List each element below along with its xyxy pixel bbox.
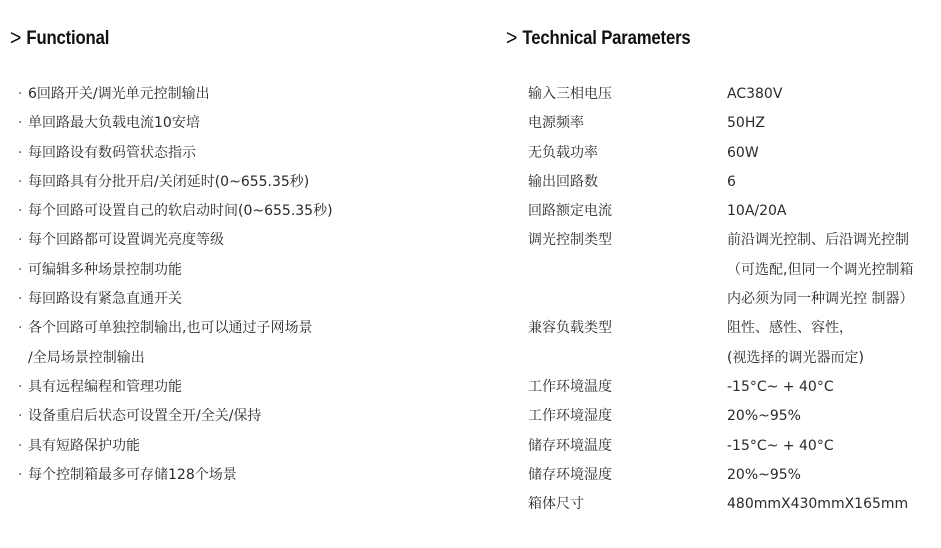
feature-text: 各个回路可单独控制输出,也可以通过子网场景 — [28, 320, 313, 337]
param-value: 60W — [727, 144, 759, 161]
param-label: 工作环境湿度 — [528, 408, 612, 425]
feature-item — [18, 139, 333, 168]
param-label: 无负载功率 — [528, 144, 598, 161]
feature-item — [18, 256, 333, 285]
technical-section-title — [506, 24, 691, 50]
param-label: 回路额定电流 — [528, 203, 612, 220]
param-value: 10A/20A — [727, 203, 787, 220]
bullet-icon: · — [18, 86, 23, 102]
feature-item — [18, 109, 333, 138]
feature-text: 每回路设有数码管状态指示 — [28, 144, 196, 161]
bullet-icon: · — [18, 115, 23, 132]
feature-item — [18, 314, 333, 343]
feature-text: 每个回路都可设置调光亮度等级 — [28, 232, 224, 249]
feature-item — [18, 197, 333, 226]
bullet-icon: · — [18, 144, 23, 161]
param-value: 50HZ — [727, 115, 765, 132]
feature-item — [18, 80, 333, 109]
param-label: 储存环境温度 — [528, 437, 612, 454]
feature-text: 具有短路保护功能 — [28, 437, 140, 454]
feature-text: 每回路具有分批开启/关闭延时(0~655.35秒) — [28, 173, 310, 190]
feature-text: 单回路最大负载电流10安培 — [28, 115, 200, 132]
param-label: 电源频率 — [528, 115, 584, 132]
feature-item — [18, 226, 333, 255]
bullet-icon: · — [18, 378, 23, 395]
feature-item — [18, 402, 333, 431]
param-value: 20%~95% — [727, 408, 801, 425]
bullet-icon: · — [18, 173, 23, 190]
functional-section-title — [10, 24, 109, 50]
feature-text: 每回路设有紧急直通开关 — [28, 291, 182, 308]
bullet-icon: · — [18, 408, 23, 425]
param-label: 调光控制类型 — [528, 232, 612, 249]
chevron-right-icon: > — [10, 25, 22, 50]
param-value: 20%~95% — [727, 466, 801, 483]
bullet-icon: · — [18, 232, 23, 249]
chevron-right-icon: > — [506, 25, 518, 50]
feature-text: 设备重启后状态可设置全开/全关/保持 — [28, 408, 262, 425]
bullet-icon: · — [18, 437, 23, 454]
param-value: 阻性、感性、容性， — [727, 320, 853, 337]
technical-title-text: Technical Parameters — [522, 28, 691, 49]
feature-item — [18, 432, 333, 461]
feature-item — [18, 168, 333, 197]
functional-title-text: Functional — [26, 28, 110, 49]
feature-text: 6回路开关/调光单元控制输出 — [28, 86, 210, 102]
param-label: 输出回路数 — [528, 173, 598, 190]
param-value: AC380V — [727, 86, 783, 102]
functional-feature-list — [18, 80, 333, 490]
param-label: 输入三相电压 — [528, 86, 612, 102]
param-value: 480mmX430mmX165mm — [727, 496, 909, 513]
bullet-icon: · — [18, 466, 23, 483]
param-label: 工作环境温度 — [528, 378, 612, 395]
feature-item-continuation — [18, 344, 333, 373]
param-value: (视选择的调光器而定) — [727, 349, 864, 366]
param-value: （可选配,但同一个调光控制箱 — [727, 261, 914, 278]
param-value: 6 — [727, 173, 736, 190]
feature-text: /全局场景控制输出 — [28, 349, 145, 366]
feature-text: 可编辑多种场景控制功能 — [28, 261, 182, 278]
bullet-icon: · — [18, 320, 23, 337]
param-label: 储存环境湿度 — [528, 466, 612, 483]
param-label: 兼容负载类型 — [528, 320, 612, 337]
feature-item — [18, 373, 333, 402]
feature-item — [18, 461, 333, 490]
bullet-icon: · — [18, 203, 23, 220]
feature-text: 具有远程编程和管理功能 — [28, 378, 182, 395]
param-value: 内必须为同一种调光控 制器） — [727, 291, 914, 308]
param-value: 前沿调光控制、后沿调光控制 — [727, 232, 909, 249]
bullet-icon: · — [18, 261, 23, 278]
param-value: -15°C~ + 40°C — [727, 437, 834, 454]
feature-item — [18, 285, 333, 314]
bullet-icon: · — [18, 291, 23, 308]
param-value: -15°C~ + 40°C — [727, 378, 834, 395]
param-label: 箱体尺寸 — [528, 496, 584, 513]
feature-text: 每个控制箱最多可存储128个场景 — [28, 466, 237, 483]
feature-text: 每个回路可设置自己的软启动时间(0~655.35秒) — [28, 203, 333, 220]
